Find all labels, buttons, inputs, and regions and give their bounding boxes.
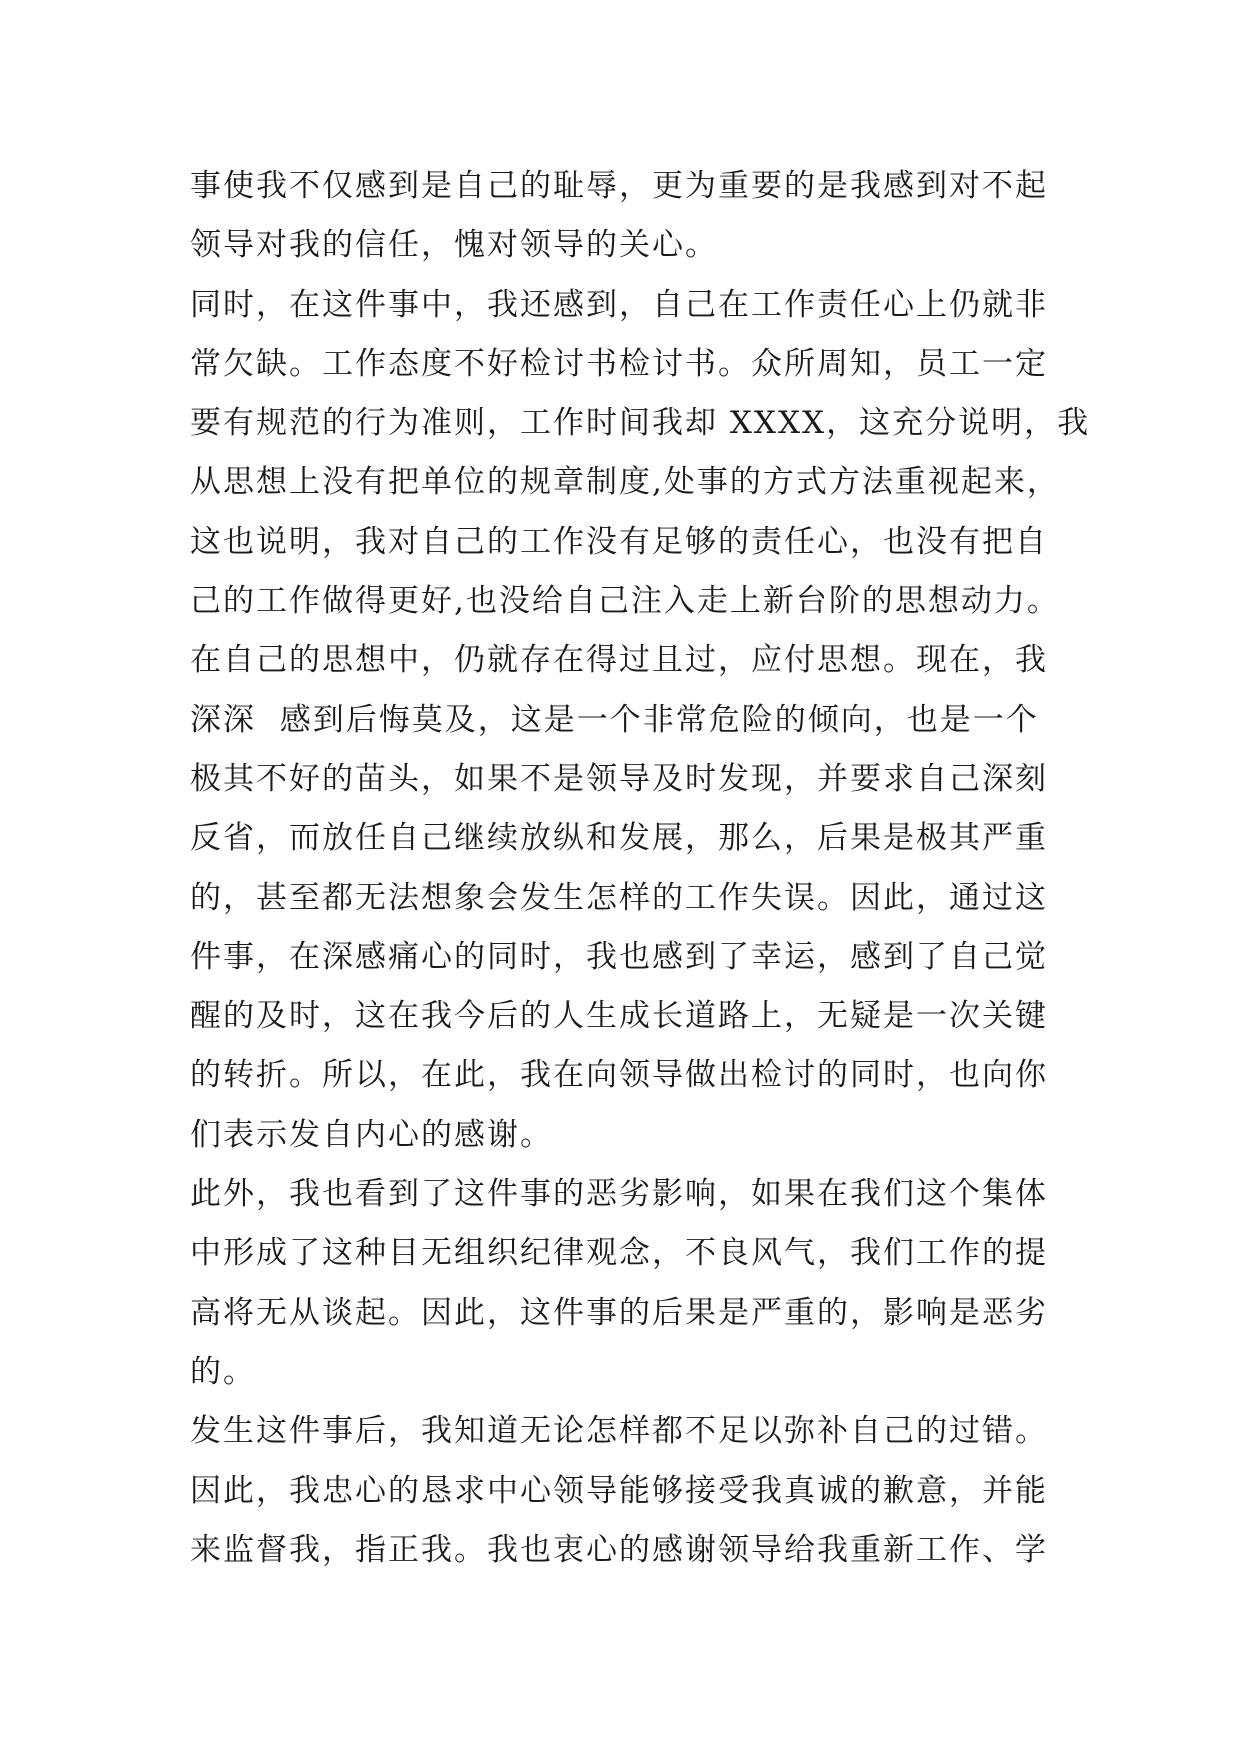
text-line: 己的工作做得更好,也没给自己注入走上新台阶的思想动力。 <box>190 583 1060 620</box>
text-line: 的转折。所以，在此，我在向领导做出检讨的同时，也向你 <box>190 1057 1048 1094</box>
text-line: 深深 感到后悔莫及，这是一个非常危险的倾向，也是一个 <box>190 701 1039 738</box>
text-line: 在自己的思想中，仍就存在得过且过，应付思想。现在，我 <box>190 642 1048 679</box>
text-line: 反省，而放任自己继续放纵和发展，那么，后果是极其严重 <box>190 820 1048 857</box>
text-line: 的，甚至都无法想象会发生怎样的工作失误。因此，通过这 <box>190 879 1048 916</box>
text-line: 的。 <box>190 1353 256 1390</box>
text-line: 高将无从谈起。因此，这件事的后果是严重的，影响是恶劣 <box>190 1294 1048 1331</box>
text-line: 领导对我的信任，愧对领导的关心。 <box>190 227 718 264</box>
text-line: 同时，在这件事中，我还感到，自己在工作责任心上仍就非 <box>190 286 1048 323</box>
text-line: 发生这件事后，我知道无论怎样都不足以弥补自己的过错。 <box>190 1413 1048 1450</box>
text-line: 这也说明，我对自己的工作没有足够的责任心，也没有把自 <box>190 523 1048 560</box>
text-line: 来监督我，指正我。我也衷心的感谢领导给我重新工作、学 <box>190 1531 1048 1568</box>
text-line: 件事，在深感痛心的同时，我也感到了幸运，感到了自己觉 <box>190 938 1048 975</box>
document-body <box>190 157 1091 1580</box>
text-line: 们表示发自内心的感谢。 <box>190 1116 553 1153</box>
text-line: 因此，我忠心的恳求中心领导能够接受我真诚的歉意，并能 <box>190 1472 1048 1509</box>
text-line: 常欠缺。工作态度不好检讨书检讨书。众所周知，员工一定 <box>190 345 1048 382</box>
text-line: 醒的及时，这在我今后的人生成长道路上，无疑是一次关键 <box>190 998 1048 1035</box>
text-line: 中形成了这种目无组织纪律观念，不良风气，我们工作的提 <box>190 1235 1048 1272</box>
text-line: 此外，我也看到了这件事的恶劣影响，如果在我们这个集体 <box>190 1176 1048 1213</box>
text-line: 极其不好的苗头，如果不是领导及时发现，并要求自己深刻 <box>190 760 1048 797</box>
text-line: 从思想上没有把单位的规章制度,处事的方式方法重视起来， <box>190 464 1060 501</box>
text-line: 事使我不仅感到是自己的耻辱，更为重要的是我感到对不起 <box>190 168 1048 204</box>
text-line: 要有规范的行为准则，工作时间我却 XXXX，这充分说明，我 <box>190 405 1091 442</box>
